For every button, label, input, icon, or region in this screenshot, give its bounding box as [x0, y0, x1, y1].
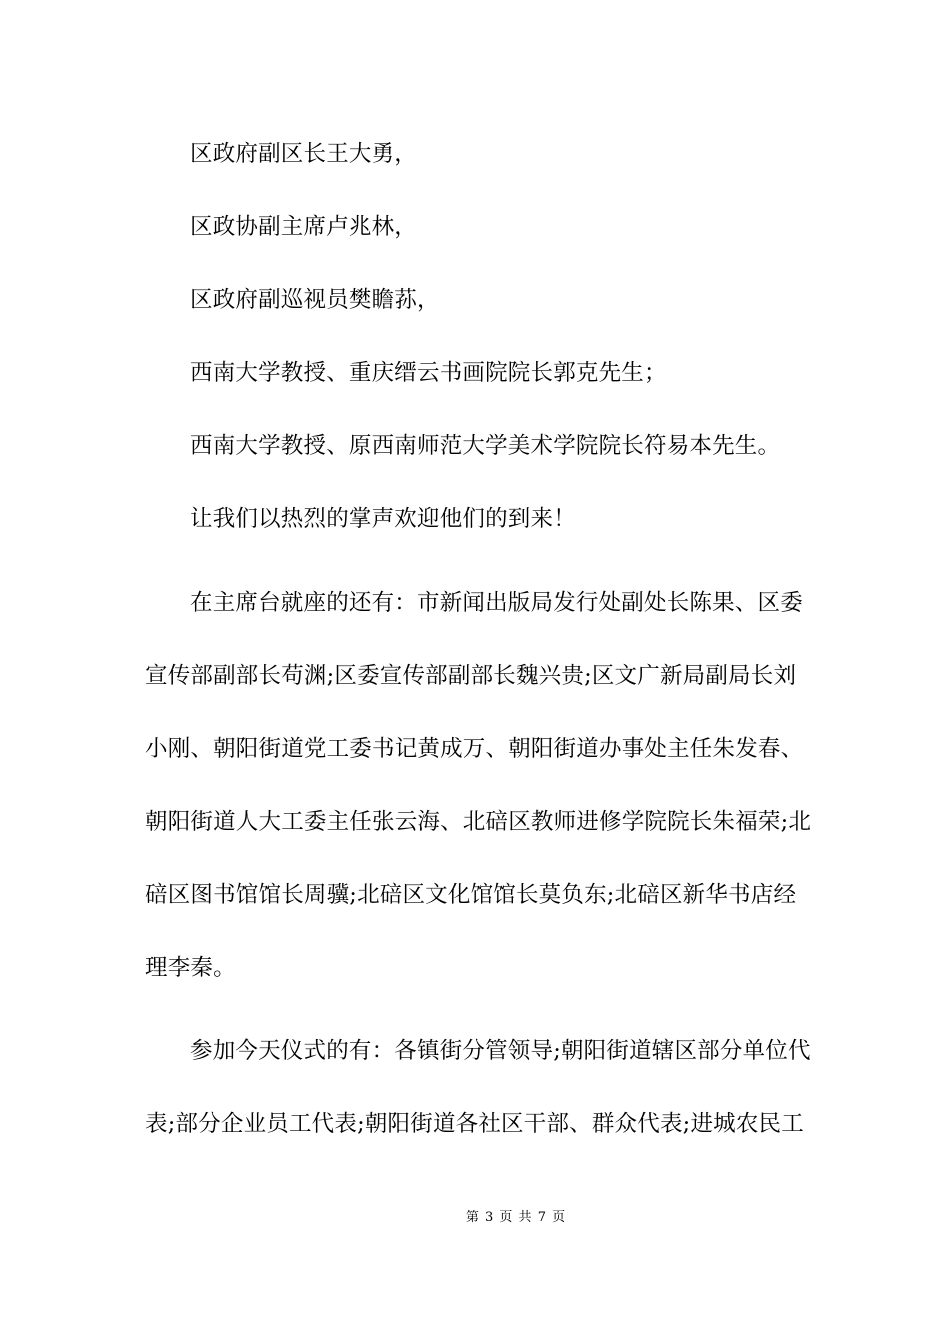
paragraph-line: 碚区图书馆馆长周骥;北碚区文化馆馆长莫负东;北碚区新华书店经	[145, 882, 797, 908]
paragraph-5	[145, 410, 810, 483]
paragraph-1	[145, 118, 810, 191]
paragraph-7	[145, 567, 810, 1005]
paragraph-line: 区政府副巡视员樊瞻荪，	[190, 287, 440, 313]
paragraph-line: 表;部分企业员工代表;朝阳街道各社区干部、群众代表;进城农民工	[145, 1111, 804, 1137]
paragraph-line: 区政府副区长王大勇，	[190, 141, 418, 167]
paragraph-3	[145, 264, 810, 337]
paragraph-line: 在主席台就座的还有：市新闻出版局发行处副处长陈果、区委	[190, 590, 803, 616]
paragraph-line: 小刚、朝阳街道党工委书记黄成万、朝阳街道办事处主任朱发春、	[145, 736, 804, 762]
paragraph-4	[145, 337, 810, 410]
paragraph-8	[145, 1015, 810, 1161]
paragraph-line: 让我们以热烈的掌声欢迎他们的到来！	[190, 506, 576, 532]
paragraph-line: 西南大学教授、重庆缙云书画院院长郭克先生；	[190, 360, 667, 386]
paragraph-line: 理李秦。	[145, 955, 236, 981]
paragraph-6	[145, 483, 810, 556]
paragraph-line: 参加今天仪式的有：各镇街分管领导;朝阳街道辖区部分单位代	[190, 1038, 811, 1064]
paragraph-line: 区政协副主席卢兆林，	[190, 214, 418, 240]
paragraph-line: 西南大学教授、原西南师范大学美术学院院长符易本先生。	[190, 433, 781, 459]
paragraph-line: 宣传部副部长苟渊;区委宣传部副部长魏兴贵;区文广新局副局长刘	[145, 663, 797, 689]
page-number-footer: 第 3 页 共 7 页	[465, 1210, 567, 1225]
paragraph-line: 朝阳街道人大工委主任张云海、北碚区教师进修学院院长朱福荣;北	[145, 809, 812, 835]
paragraph-2	[145, 191, 810, 264]
